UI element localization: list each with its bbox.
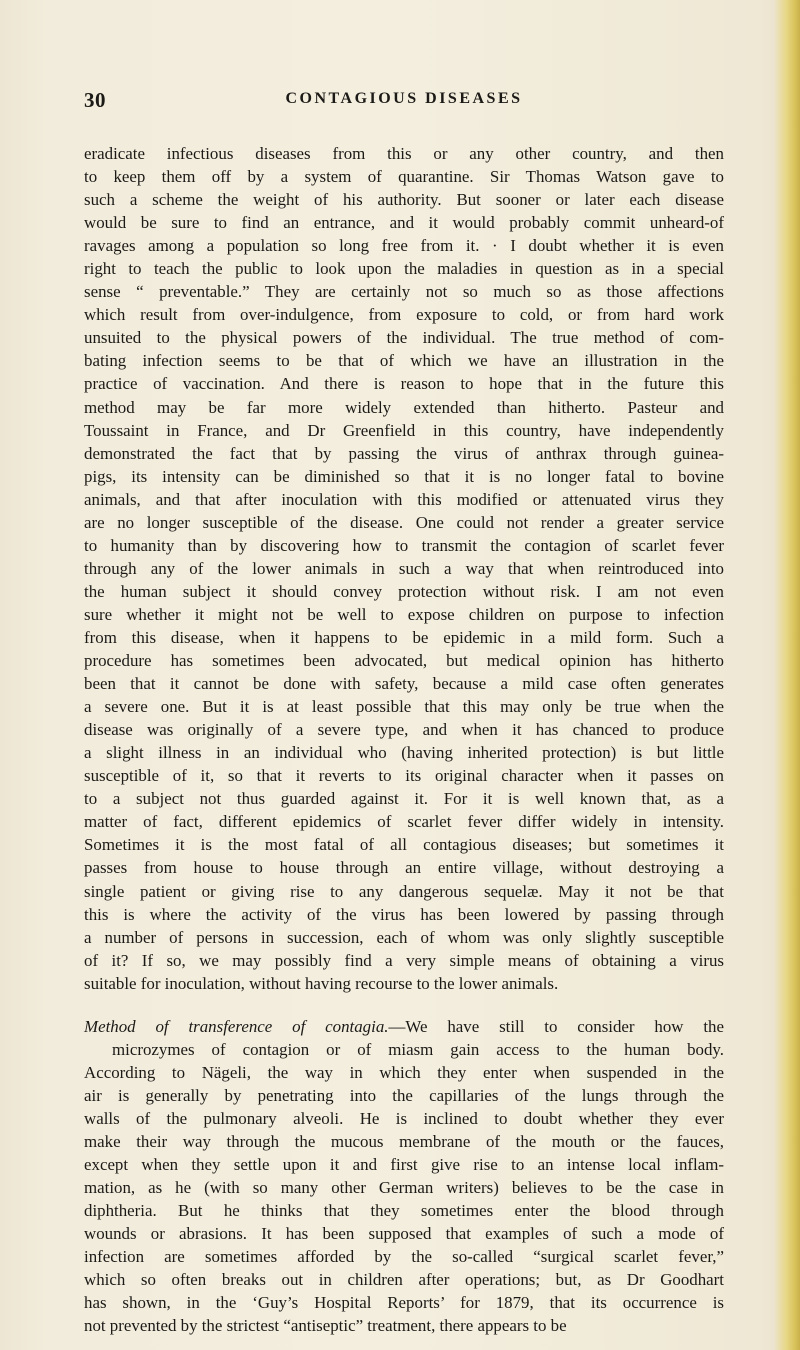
paragraph-line: single patient or giving rise to any dangerous sequelæ. May it not be that [84,881,724,901]
paragraph-line: bating infection seems to be that of which we have an illustration in the [84,351,724,371]
paragraph-line: sure whether it might not be well to expose children on purpose to infection [84,604,724,624]
paragraph-line: ravages among a population so long free from it. · I doubt whether it is even [84,236,724,256]
paragraph-line: According to Nägeli, the way in which they enter when suspended in the [84,1062,724,1082]
paragraph-line: except when they settle upon it and first give rise to an intense local inflam- [84,1155,724,1175]
paragraph-line: demonstrated the fact that by passing the virus of anthrax through guinea- [84,443,724,463]
paragraph-1 [84,142,724,995]
heading-continuation: —We have still to consider how the [388,1016,724,1036]
paragraph-line: Sometimes it is the most fatal of all contagious diseases; but sometimes it [84,835,724,855]
paragraph-line: are no longer susceptible of the disease. One could not render a greater service [84,512,724,532]
paragraph-line: to humanity than by discovering how to transmit the contagion of scarlet fever [84,535,724,555]
paragraph-line: this is where the activity of the virus has been lowered by passing through [84,904,724,924]
paragraph-line: a severe one. But it is at least possible that this may only be true when the [84,697,724,717]
paragraph-line: which so often breaks out in children after operations; but, as Dr Goodhart [84,1270,724,1290]
page-header [84,88,724,112]
paragraph-line: practice of vaccination. And there is reason to hope that in the future this [84,374,724,394]
paragraph-line: microzymes of contagion or of miasm gain access to the human body. [112,1039,724,1059]
paragraph-2 [84,1015,724,1338]
paragraph-line: disease was originally of a severe type, and when it has chanced to produce [84,720,724,740]
paragraph-gap [84,995,724,1015]
paragraph-line: animals, and that after inoculation with this modified or attenuated virus they [84,489,724,509]
paragraph-line: suitable for inoculation, without having recourse to the lower animals. [84,973,559,993]
paragraph-line: has shown, in the ‘Guy’s Hospital Reports’ for 1879, that its occurrence is [84,1293,724,1313]
paragraph-line: passes from house to house through an entire village, without destroying a [84,858,724,878]
paragraph-line: infection are sometimes afforded by the so-called “surgical scarlet fever,” [84,1247,724,1267]
paragraph-line: through any of the lower animals in such a way that when reintroduced into [84,558,724,578]
paragraph-line: diphtheria. But he thinks that they sometimes enter the blood through [84,1201,724,1221]
paragraph-line: eradicate infectious diseases from this or any other country, and then [84,144,724,163]
paragraph-line: which result from over-indulgence, from exposure to cold, or from hard work [84,305,724,325]
paragraph-line: mation, as he (with so many other German writers) believes to be the case in [84,1178,724,1198]
page-number: 30 [84,88,106,112]
paragraph-line: sense “ preventable.” They are certainly not so much so as those affections [84,282,724,302]
paragraph-line: to a subject not thus guarded against it. For it is well known that, as a [84,789,724,809]
paragraph-line: wounds or abrasions. It has been supposed that examples of such a mode of [84,1224,724,1244]
paragraph-line: of it? If so, we may possibly find a very simple means of obtaining a virus [84,950,724,970]
paragraph-line: susceptible of it, so that it reverts to its original character when it passes on [84,766,724,786]
paragraph-line: unsuited to the physical powers of the individual. The true method of com- [84,328,724,348]
page-edge-shading [774,0,800,1350]
paragraph-line: been that it cannot be done with safety, because a mild case often generates [84,674,724,694]
paragraph-line: would be sure to find an entrance, and it would probably commit unheard-of [84,213,724,233]
paragraph-line: such a scheme the weight of his authority. But sooner or later each disease [84,190,724,210]
paragraph-line: make their way through the mucous membrane of the mouth or the fauces, [84,1131,724,1151]
paragraph-line: walls of the pulmonary alveoli. He is inclined to doubt whether they ever [84,1108,724,1128]
body-text [84,142,724,1337]
paragraph-line: matter of fact, different epidemics of scarlet fever differ widely in intensity. [84,812,724,832]
paragraph-line: from this disease, when it happens to be epidemic in a mild form. Such a [84,627,724,647]
section-heading: Method of transference of contagia. [84,1016,389,1036]
paragraph-line: method may be far more widely extended than hitherto. Pasteur and [84,397,724,417]
paragraph-line: pigs, its intensity can be diminished so that it is no longer fatal to bovine [84,466,724,486]
paragraph-line [84,1015,724,1038]
paragraph-line: a number of persons in succession, each of whom was only slightly susceptible [84,927,724,947]
running-head: CONTAGIOUS DISEASES [285,90,523,107]
paragraph-line: air is generally by penetrating into the capillaries of the lungs through the [84,1085,724,1105]
paragraph-line: procedure has sometimes been advocated, but medical opinion has hitherto [84,651,724,671]
paragraph-line: a slight illness in an individual who (having inherited protection) is but little [84,743,724,763]
paragraph-line: right to teach the public to look upon the maladies in question as in a special [84,259,724,279]
paragraph-line: the human subject it should convey protection without risk. I am not even [84,581,724,601]
paragraph-line: not prevented by the strictest “antiseptic” treatment, there appears to be [84,1316,567,1336]
paragraph-line: to keep them off by a system of quarantine. Sir Thomas Watson gave to [84,167,724,187]
paragraph-line: Toussaint in France, and Dr Greenfield in this country, have independently [84,420,724,440]
